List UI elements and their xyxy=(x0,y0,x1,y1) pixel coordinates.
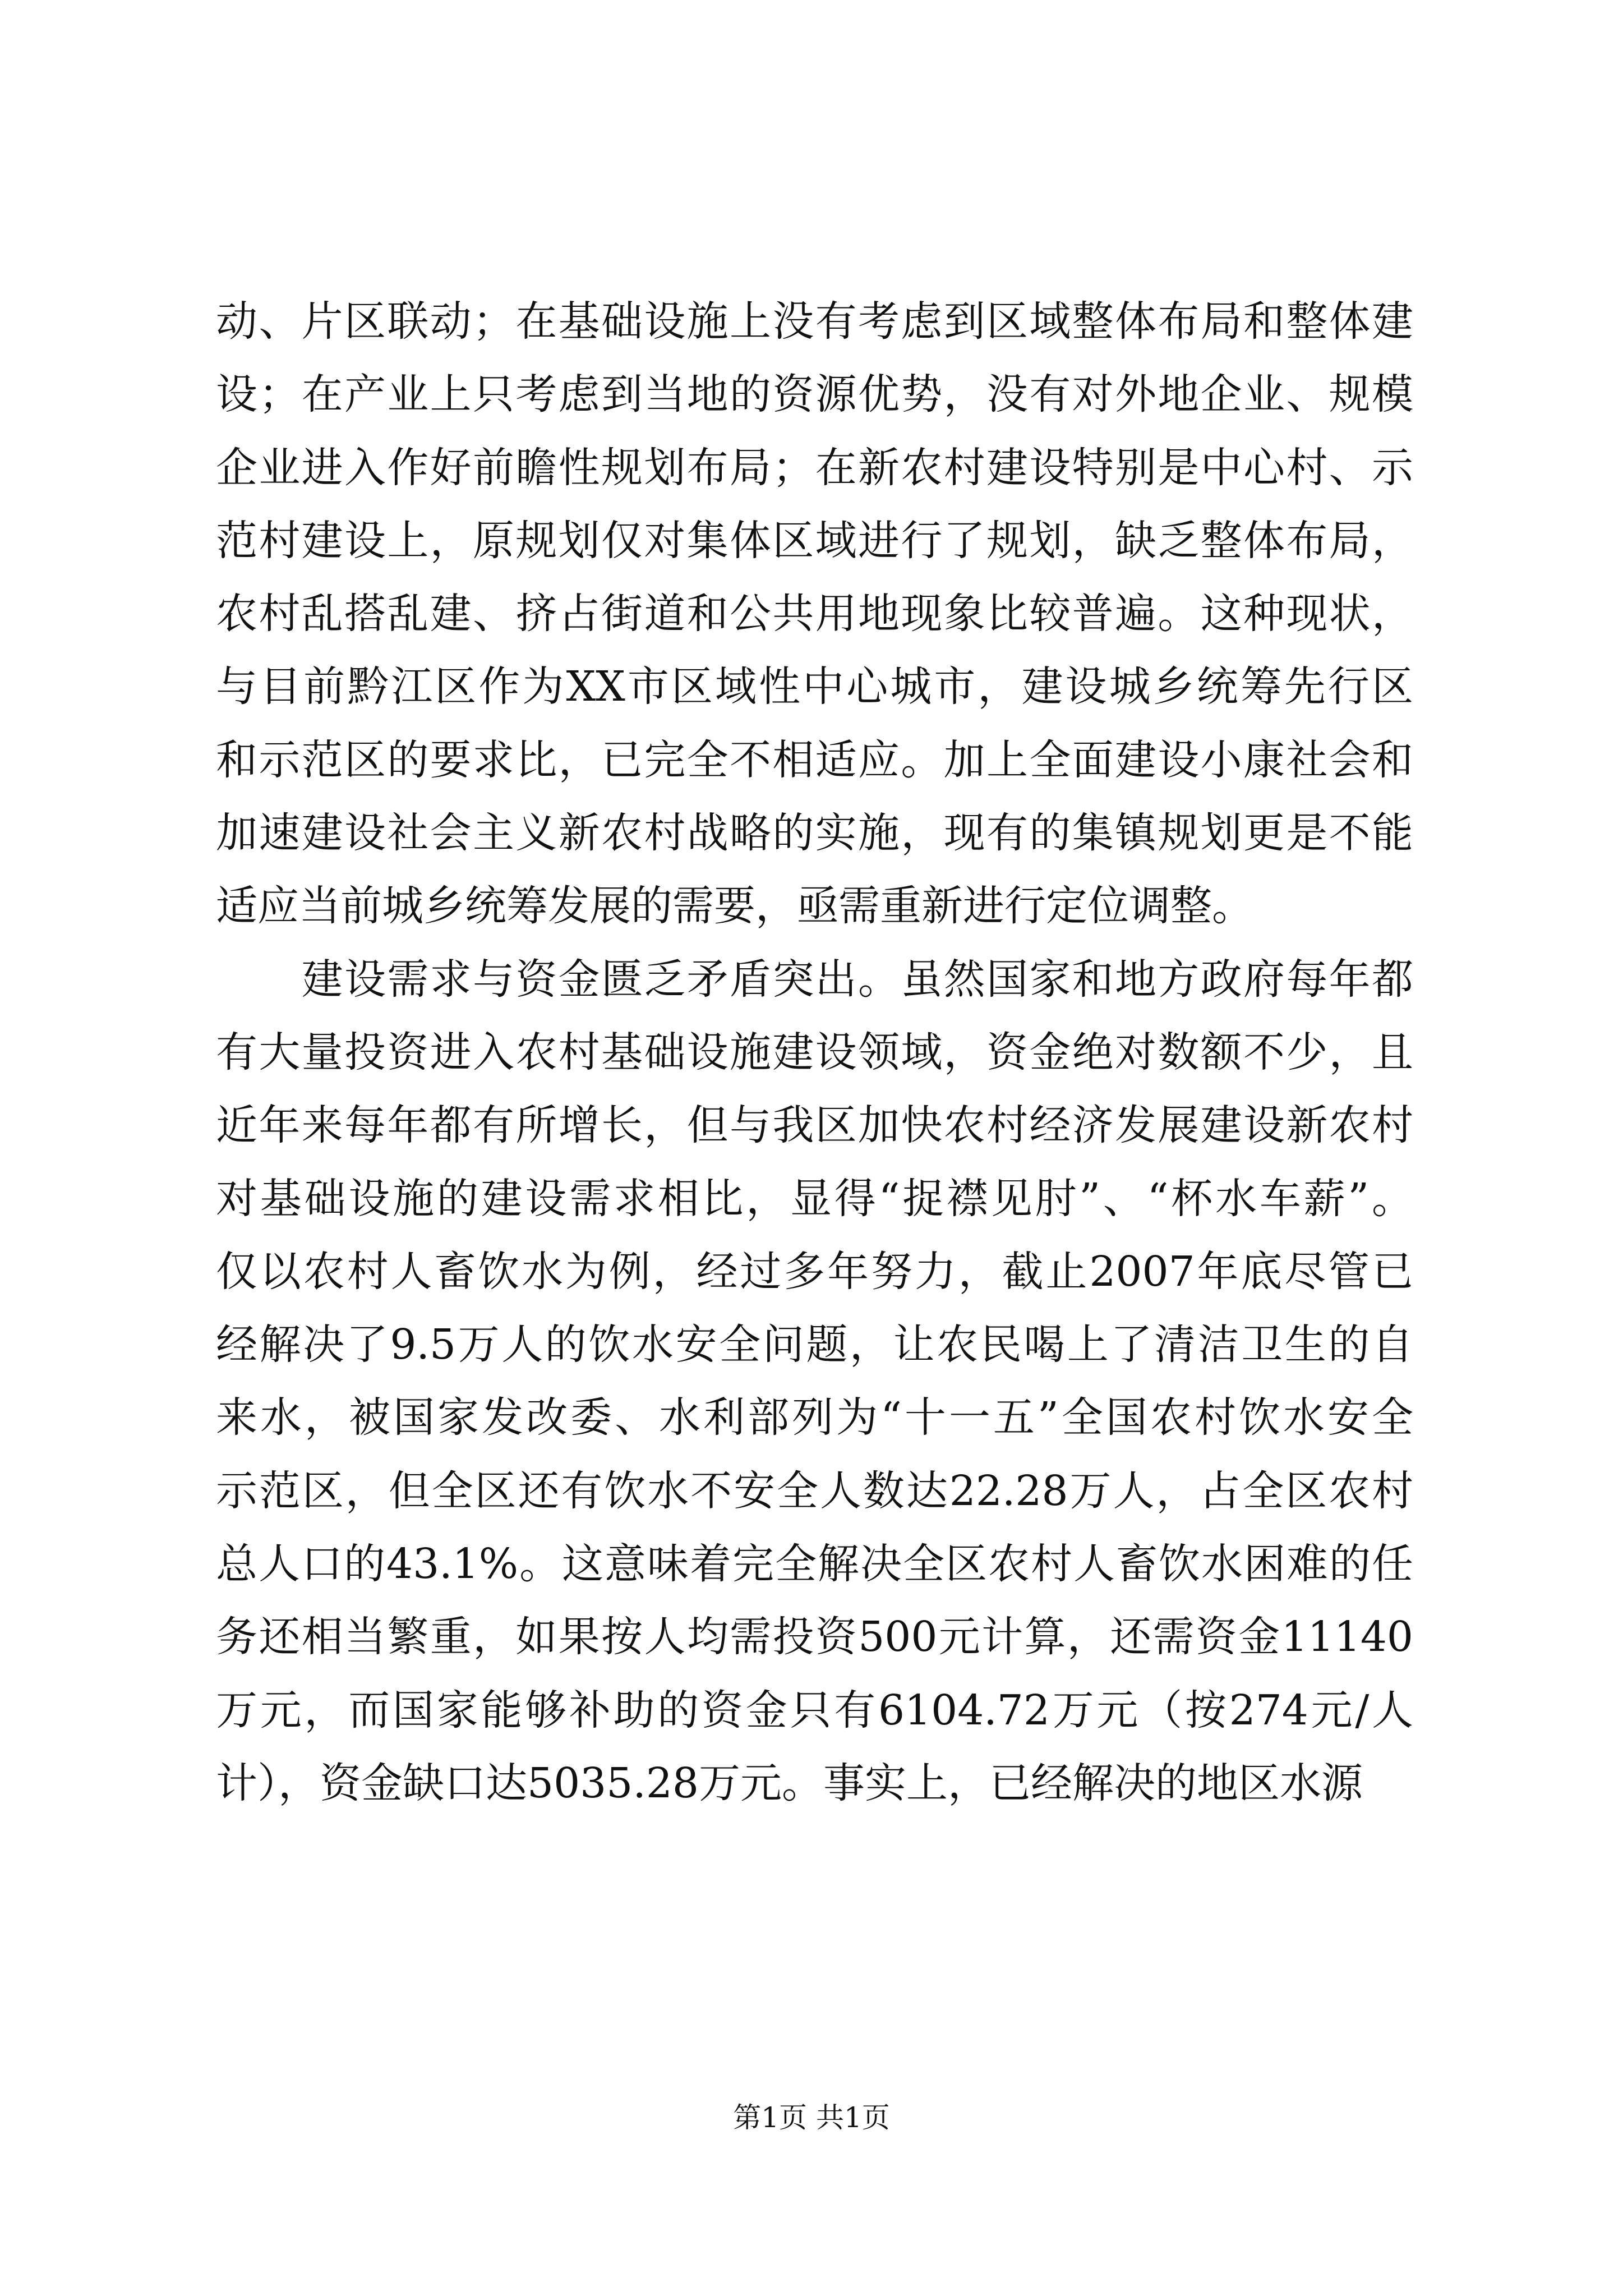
body-text xyxy=(216,285,1413,1820)
text-line: 计），资金缺口达5035.28万元。事实上，已经解决的地区水源 xyxy=(216,1759,1363,1807)
text-line: 来水，被国家发改委、水利部列为“十一五”全国农村饮水安全 xyxy=(216,1393,1413,1442)
text-line: 有大量投资进入农村基础设施建设领域，资金绝对数额不少，且 xyxy=(216,1028,1413,1076)
text-line: 对基础设施的建设需求相比，显得“捉襟见肘”、“杯水车薪”。 xyxy=(216,1174,1413,1223)
text-line: 农村乱搭乱建、挤占街道和公共用地现象比较普遍。这种现状， xyxy=(216,590,1413,638)
text-line: 与目前黔江区作为XX市区域性中心城市，建设城乡统筹先行区 xyxy=(216,662,1413,711)
text-line: 建设需求与资金匮乏矛盾突出。虽然国家和地方政府每年都 xyxy=(216,955,1413,1004)
text-line: 经解决了9.5万人的饮水安全问题，让农民喝上了清洁卫生的自 xyxy=(216,1320,1413,1369)
text-line: 示范区，但全区还有饮水不安全人数达22.28万人，占全区农村 xyxy=(216,1466,1413,1515)
text-line: 设；在产业上只考虑到当地的资源优势，没有对外地企业、规模 xyxy=(216,370,1413,419)
text-line: 适应当前城乡统筹发展的需要，亟需重新进行定位调整。 xyxy=(216,882,1253,931)
text-line: 企业进入作好前瞻性规划布局；在新农村建设特别是中心村、示 xyxy=(216,443,1413,492)
page-footer: 第1页 共1页 xyxy=(733,2101,890,2134)
text-line: 万元，而国家能够补助的资金只有6104.72万元（按274元/人 xyxy=(216,1686,1413,1734)
text-line: 仅以农村人畜饮水为例，经过多年努力，截止2007年底尽管已 xyxy=(216,1247,1413,1296)
text-line: 动、片区联动；在基础设施上没有考虑到区域整体布局和整体建 xyxy=(216,297,1413,346)
text-line: 近年来每年都有所增长，但与我区加快农村经济发展建设新农村 xyxy=(216,1101,1413,1150)
text-line: 务还相当繁重，如果按人均需投资500元计算，还需资金11140 xyxy=(216,1613,1413,1662)
text-line: 加速建设社会主义新农村战略的实施，现有的集镇规划更是不能 xyxy=(216,809,1413,858)
text-line: 和示范区的要求比，已完全不相适应。加上全面建设小康社会和 xyxy=(216,735,1413,784)
text-line: 范村建设上，原规划仅对集体区域进行了规划，缺乏整体布局， xyxy=(216,516,1413,565)
text-line: 总人口的43.1%。这意味着完全解决全区农村人畜饮水困难的任 xyxy=(216,1540,1413,1589)
